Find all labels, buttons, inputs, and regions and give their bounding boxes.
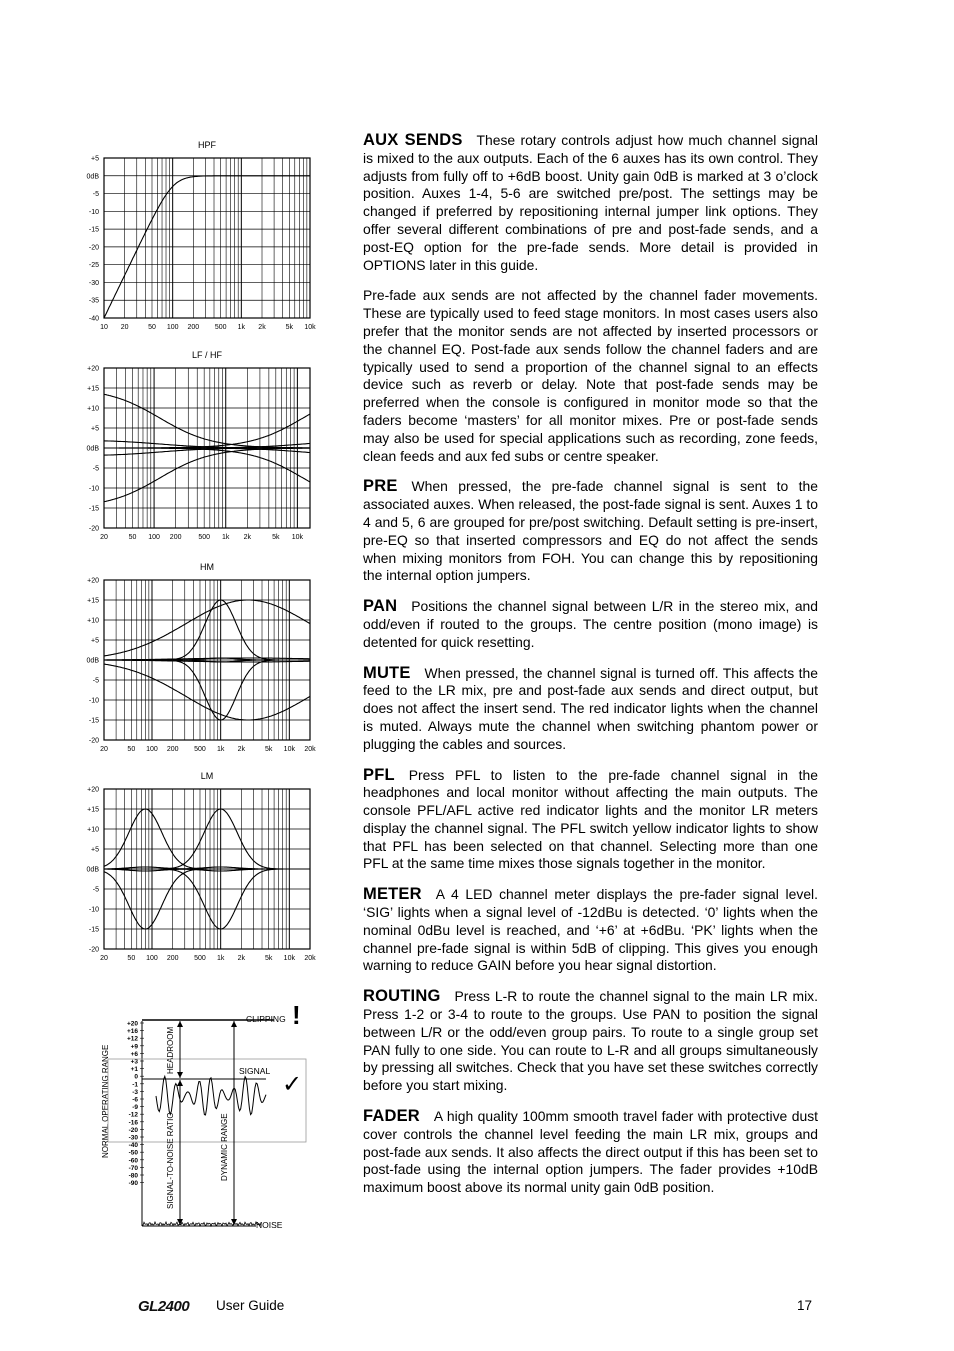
y-tick-label: -40	[88, 315, 99, 323]
scale-label: -3	[132, 1088, 138, 1096]
x-tick-label: 200	[166, 746, 179, 753]
response-curve	[104, 869, 310, 929]
y-tick-label: +15	[87, 385, 99, 393]
y-tick-label: 0dB	[86, 173, 99, 181]
y-tick-label: -20	[88, 525, 99, 533]
hpf-chart-svg	[80, 136, 330, 336]
x-tick-label: 100	[146, 955, 158, 962]
product-logo: GL2400	[138, 1298, 190, 1315]
x-tick-label: 50	[128, 534, 137, 541]
response-curve	[104, 600, 310, 660]
y-tick-label: +10	[87, 405, 99, 413]
section-body: A 4 LED channel meter displays the pre-fader signal level. ‘SIG’ lights when a signal level of -12dBu is detected. ‘0’ lights when the nominal 0dBu level is reached, and ‘+6’ at +6dBu. ‘PK’ lights when the channel pre-fade signal is within 5dB of clipping. This gives you enough warning to reduce GAIN before you hear signal distortion.	[363, 886, 818, 974]
x-tick-label: 5k	[272, 534, 280, 541]
chart-title: LF / HF	[191, 350, 223, 360]
section-heading: PAN	[363, 597, 398, 616]
y-tick-label: 0dB	[86, 445, 99, 453]
section-body: Positions the channel signal between L/R in the stereo mix, and odd/even if routed to the groups. The centre position (mono image) is detented for quick resetting.	[363, 598, 818, 650]
scale-label: -90	[128, 1180, 138, 1188]
section-heading: AUX SENDS	[363, 131, 463, 149]
signal-waveform	[156, 1076, 266, 1115]
snr-label: SIGNAL-TO-NOISE RATIO	[166, 1112, 175, 1209]
y-tick-label: +20	[87, 365, 99, 373]
noise-floor	[142, 1222, 262, 1226]
hm-chart-svg	[80, 558, 330, 758]
y-tick-label: -5	[92, 465, 99, 473]
x-tick-label: 1k	[216, 746, 225, 753]
x-tick-label: 20	[100, 746, 108, 753]
response-curve	[104, 448, 310, 502]
y-tick-label: +10	[87, 826, 99, 834]
x-tick-label: 1k	[237, 324, 246, 331]
y-tick-label: +20	[87, 577, 99, 585]
scale-label: -20	[128, 1126, 138, 1134]
x-tick-label: 500	[214, 324, 227, 331]
y-tick-label: +20	[87, 786, 99, 794]
x-tick-label: 10k	[283, 746, 295, 753]
text-column	[363, 132, 818, 1210]
x-tick-label: 1k	[222, 534, 230, 541]
y-tick-label: +5	[91, 637, 99, 645]
operating-range-diagram	[96, 996, 336, 1241]
y-tick-label: -5	[92, 191, 99, 199]
page-footer	[138, 1296, 818, 1318]
y-tick-label: -10	[88, 697, 99, 705]
x-tick-label: 200	[187, 324, 200, 331]
y-tick-label: -15	[88, 926, 99, 934]
warning-symbol: !	[292, 1000, 301, 1030]
y-tick-label: 0dB	[86, 657, 99, 665]
response-curve	[104, 414, 310, 448]
y-tick-label: -15	[88, 226, 99, 234]
x-tick-label: 20	[120, 324, 129, 331]
y-tick-label: -20	[88, 244, 99, 252]
section-heading: PRE	[363, 477, 398, 496]
noise-label: NOISE	[256, 1220, 283, 1230]
x-tick-label: 2k	[237, 746, 246, 753]
x-tick-label: 10k	[291, 534, 304, 541]
scale-label: -16	[128, 1119, 138, 1127]
x-tick-label: 50	[148, 324, 156, 331]
x-tick-label: 20k	[304, 955, 316, 962]
y-tick-label: -5	[92, 886, 99, 894]
y-tick-label: -10	[88, 208, 99, 216]
x-tick-label: 20k	[304, 746, 316, 753]
x-tick-label: 20	[100, 955, 108, 962]
x-tick-label: 500	[198, 534, 211, 541]
y-tick-label: -5	[92, 677, 99, 685]
response-curve	[104, 809, 310, 869]
signal-label: SIGNAL	[239, 1066, 271, 1076]
section-heading: PFL	[363, 765, 395, 784]
y-tick-label: -30	[88, 279, 99, 287]
section-heading: ROUTING	[363, 987, 441, 1006]
x-tick-label: 10	[100, 324, 108, 331]
x-tick-label: 50	[127, 955, 136, 962]
y-tick-label: -10	[88, 485, 99, 493]
page-number: 17	[796, 1298, 812, 1313]
y-tick-label: +5	[91, 425, 99, 433]
section-heading: FADER	[363, 1107, 420, 1126]
scale-label: 0	[134, 1073, 138, 1081]
scale-label: -50	[128, 1149, 138, 1157]
section-body: These rotary controls adjust how much channel signal is mixed to the aux outputs. Each of the 6 auxes has its own control. They adjusts from fully off to +6dB boost. Unity gain 0dB is marked at 3 o’clock position. Auxes 1-4, 5-6 are switched pre/post. The settings may be changed if preferred by repositioning internal jumper link options. They offer several different combinations of pre and post-fade sends, and a post-EQ option for the pre-fade sends. More detail is provided in OPTIONS later in this guide.	[363, 132, 818, 273]
y-tick-label: +10	[87, 617, 99, 625]
x-tick-label: 10k	[304, 324, 316, 331]
response-curve	[104, 869, 310, 929]
scale-label: -6	[132, 1096, 138, 1104]
x-tick-label: 5k	[264, 746, 273, 753]
y-tick-label: -20	[88, 737, 99, 745]
lfhf-chart	[80, 346, 330, 546]
scale-label: +6	[130, 1050, 138, 1058]
chart-title: HPF	[198, 140, 216, 150]
x-tick-label: 20	[100, 534, 108, 541]
normal-range-label: NORMAL OPERATING RANGE	[101, 1044, 110, 1158]
scale-label: +3	[130, 1058, 138, 1066]
chart-title: LM	[200, 771, 214, 781]
section-aux-sends-detail	[363, 287, 818, 465]
scale-label: -70	[128, 1164, 138, 1172]
section-body: When pressed, the pre-fade channel signal is sent to the associated auxes. When released, the post-fade signal is sent. Auxes 1 to 4 and 5, 6 are grouped for pre/post switching. Default setting is pre-insert, pre-EQ so that inserted compressors and EQ do not affect the sends when mixing monitors from FOH. You can change this by repositioning the internal option jumpers.	[363, 478, 818, 584]
scale-label: -12	[128, 1111, 138, 1119]
section-heading: MUTE	[363, 663, 411, 682]
plot-frame	[104, 158, 310, 318]
x-tick-label: 10k	[283, 955, 295, 962]
scale-label: +1	[130, 1066, 138, 1074]
dynamic-range-label: DYNAMIC RANGE	[220, 1113, 229, 1181]
section-routing	[363, 988, 818, 1095]
section-pre	[363, 478, 818, 585]
x-tick-label: 200	[166, 955, 179, 962]
response-curve	[104, 448, 310, 482]
y-tick-label: +5	[91, 155, 99, 163]
scale-label: -80	[128, 1172, 138, 1180]
response-curve	[104, 809, 310, 869]
lfhf-chart-svg	[80, 346, 330, 546]
response-curve	[104, 394, 310, 448]
section-pan	[363, 598, 818, 651]
scale-label: +16	[126, 1028, 138, 1036]
x-tick-label: 500	[194, 746, 206, 753]
range-scale	[127, 1021, 144, 1188]
section-body: Pre-fade aux sends are not affected by the channel fader movements. These are typically used to feed stage monitors. In most cases users also prefer that the monitor sends are not affected by inserted processors or the channel EQ. Post-fade aux sends follow the channel faders and are typically used to send a proportion of the channel signal to an effects device such as reverb or delay. Note that post-fade sends may be preferred when the console is configured in monitor mode so that the faders become ‘masters’ for all monitor mixes. Pre or post-fade sends may also be used for special applications such as recording, zone feeds, clean feeds and aux fed subs or centre speaker.	[363, 287, 818, 464]
scale-label: -40	[128, 1142, 138, 1150]
dynamic-range-arrow-head	[231, 1021, 237, 1027]
section-pfl	[363, 767, 818, 874]
x-tick-label: 2k	[243, 534, 252, 541]
scale-label: +20	[126, 1020, 138, 1028]
y-tick-label: -20	[88, 946, 99, 954]
x-tick-label: 500	[194, 955, 206, 962]
y-tick-label: +5	[91, 846, 99, 854]
x-tick-label: 5k	[264, 955, 273, 962]
y-tick-label: -15	[88, 717, 99, 725]
headroom-arrow-head	[177, 1021, 183, 1027]
section-body: A high quality 100mm smooth travel fader with protective dust cover controls the channel level feeding the main LR mix, groups and post-fade aux sends. It also affects the direct output if this has been set to post-fade using the internal option jumpers. The fader provides +10dB maximum boost above its normal unity gain 0dB position.	[363, 1108, 818, 1196]
x-tick-label: 200	[169, 534, 182, 541]
snr-arrow-head	[177, 1080, 183, 1086]
section-aux-sends	[363, 132, 818, 274]
lm-chart-svg	[80, 767, 330, 967]
y-tick-label: +15	[87, 597, 99, 605]
x-tick-label: 50	[127, 746, 136, 753]
response-curve	[104, 660, 310, 720]
ok-symbol: ✓	[282, 1071, 303, 1098]
scale-label: -30	[128, 1134, 138, 1142]
y-tick-label: -15	[88, 505, 99, 513]
scale-label: +12	[126, 1035, 138, 1043]
scale-label: -60	[128, 1157, 138, 1165]
y-tick-label: -35	[88, 297, 99, 305]
x-tick-label: 100	[148, 534, 160, 541]
lm-chart	[80, 767, 330, 967]
y-tick-label: 0dB	[86, 866, 99, 874]
y-tick-label: +15	[87, 806, 99, 814]
scale-label: +9	[130, 1043, 138, 1051]
x-tick-label: 1k	[216, 955, 225, 962]
x-tick-label: 5k	[285, 324, 294, 331]
scale-label: -9	[132, 1104, 138, 1112]
section-mute	[363, 665, 818, 754]
section-body: Press L-R to route the channel signal to the main LR mix. Press 1-2 or 3-4 to route to the groups. Use PAN to position the signal between L/R or the odd/even group pairs. To route to a single group set PAN fully to one side. You can route to L-R and all groups simultaneously by pressing all switches. Check that you have set these switches correctly before you start mixing.	[363, 988, 818, 1094]
scale-label: -1	[132, 1081, 138, 1089]
section-meter	[363, 886, 818, 975]
section-heading: METER	[363, 885, 422, 904]
y-tick-label: -25	[88, 262, 99, 270]
x-tick-label: 100	[146, 746, 158, 753]
response-curve	[104, 664, 310, 720]
section-fader	[363, 1108, 818, 1197]
hm-chart	[80, 558, 330, 758]
x-tick-label: 2k	[237, 955, 246, 962]
footer-guide-label: User Guide	[216, 1298, 285, 1313]
x-tick-label: 100	[166, 324, 179, 331]
chart-title: HM	[200, 562, 214, 572]
section-body: When pressed, the channel signal is turned off. This affects the feed to the LR mix, pre and post-fade aux sends and direct output, but does not affect the insert send. The red indicator lights when the channel is muted. Always mute the channel when switching phantom power or plugging the cables and sources.	[363, 664, 818, 752]
headroom-arrow-head	[177, 1072, 183, 1078]
headroom-label: HEADROOM	[166, 1026, 175, 1074]
section-body: Press PFL to listen to the pre-fade channel signal in the headphones and local monitor without affecting the main outputs. The console PFL/AFL active red indicator lights and the monitor LR meters display the channel signal. The PFL switch yellow indicator lights to show that PFL has been selected on that channel. Selecting more than one PFL at the same time mixes those signals together in the monitor.	[363, 766, 818, 872]
y-tick-label: -10	[88, 906, 99, 914]
response-curve	[104, 600, 310, 656]
hpf-chart	[80, 136, 330, 336]
x-tick-label: 2k	[258, 324, 266, 331]
clipping-label: CLIPPING	[246, 1014, 286, 1024]
